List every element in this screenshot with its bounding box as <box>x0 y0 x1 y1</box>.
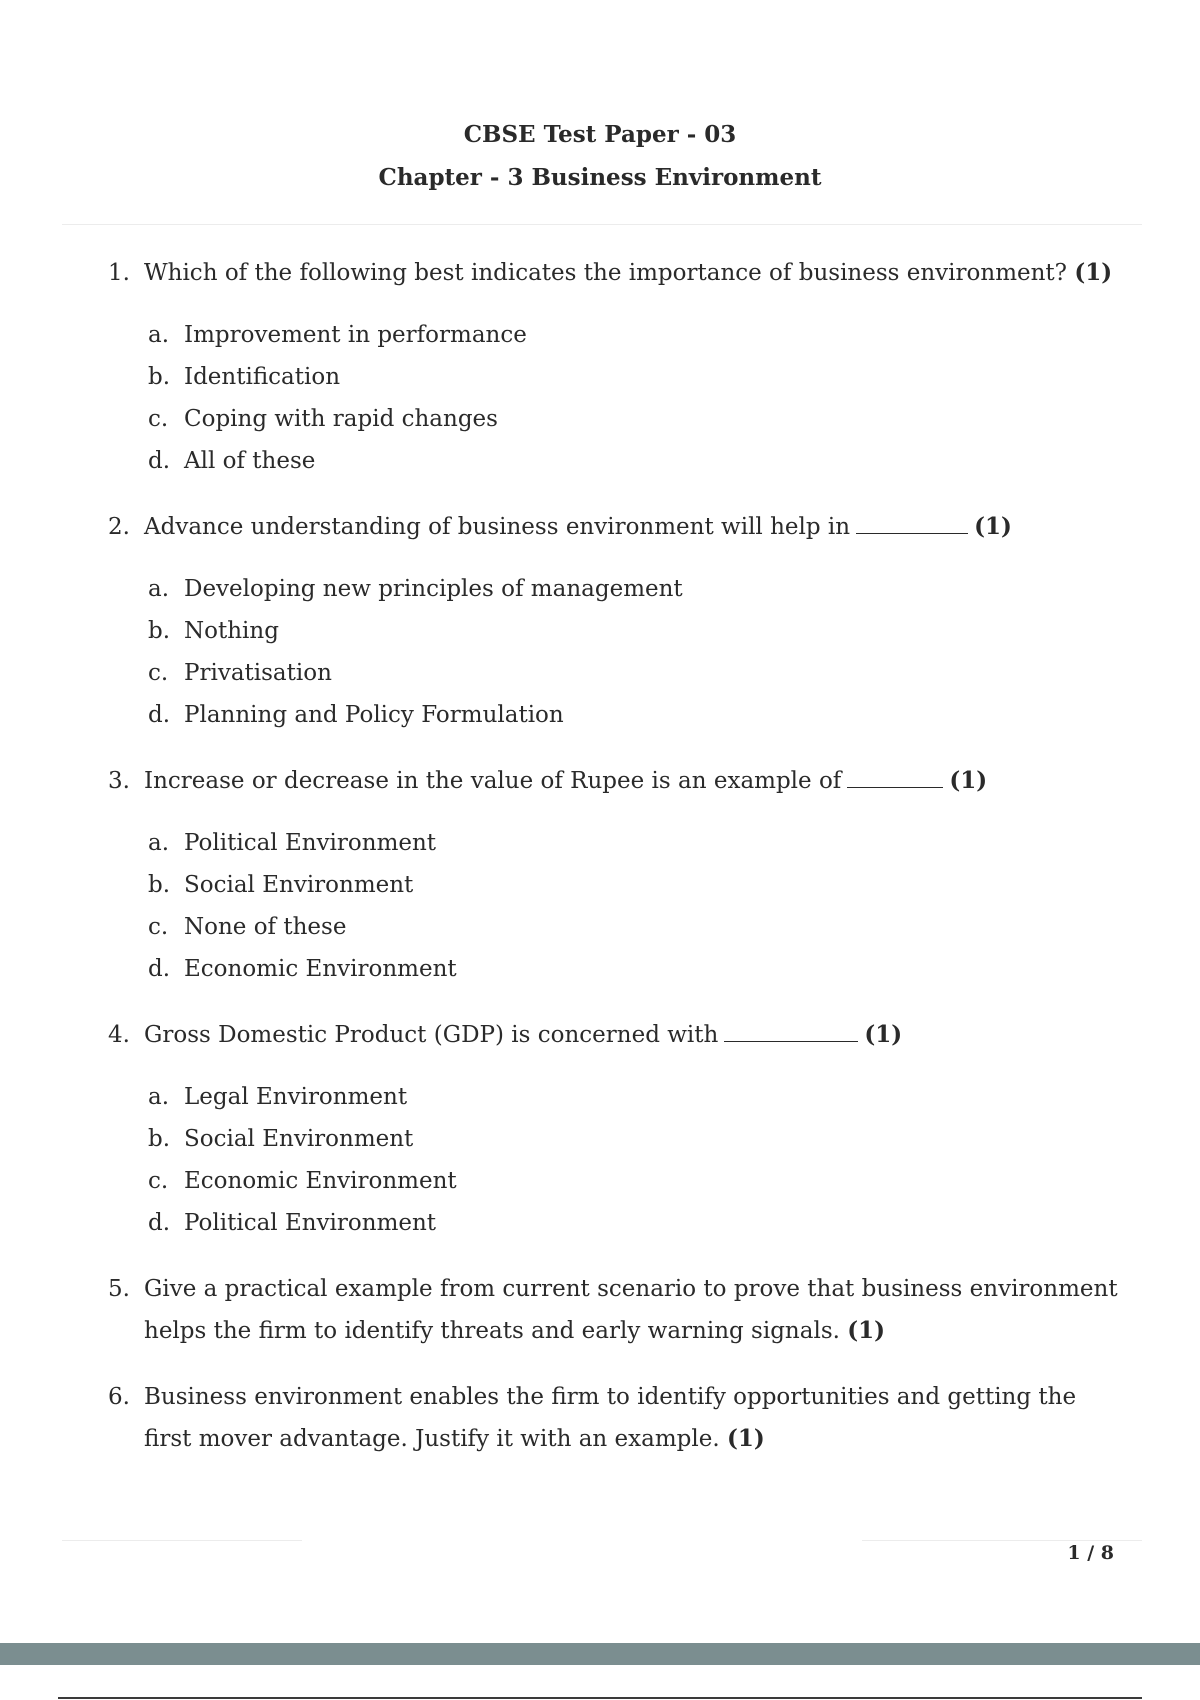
option-d <box>148 1202 1128 1244</box>
option-letter: b. <box>148 872 171 898</box>
option-letter: d. <box>148 702 171 728</box>
question-6 <box>108 1376 1128 1460</box>
option-text: Economic Environment <box>184 1168 457 1194</box>
answer-blank <box>847 761 943 788</box>
option-list <box>148 822 1128 990</box>
question-number: 5. <box>108 1276 130 1302</box>
option-b <box>148 864 1128 906</box>
question-marks: (1) <box>847 1317 886 1344</box>
option-text: Developing new principles of management <box>184 576 683 602</box>
answer-blank <box>724 1015 858 1042</box>
question-3 <box>108 760 1128 990</box>
question-text: Give a practical example from current scenario to prove that business environment helps the firm to identify threats and early warning signals. <box>144 1276 1118 1344</box>
question-5 <box>108 1268 1128 1352</box>
option-letter: c. <box>148 406 169 432</box>
question-2 <box>108 506 1128 736</box>
question-marks: (1) <box>949 767 988 794</box>
question-text: Which of the following best indicates the importance of business environment? <box>144 260 1067 286</box>
question-marks: (1) <box>1074 259 1113 286</box>
header-divider <box>62 224 1142 225</box>
option-letter: b. <box>148 1126 171 1152</box>
page-separator-band <box>0 1643 1200 1665</box>
answer-blank <box>856 507 968 534</box>
option-text: All of these <box>184 448 316 474</box>
option-a <box>148 1076 1128 1118</box>
question-number: 2. <box>108 514 130 540</box>
option-text: Improvement in performance <box>184 322 527 348</box>
option-a <box>148 568 1128 610</box>
option-letter: b. <box>148 364 171 390</box>
option-letter: a. <box>148 830 170 856</box>
option-text: Privatisation <box>184 660 332 686</box>
question-number: 4. <box>108 1022 130 1048</box>
chapter-subtitle: Chapter - 3 Business Environment <box>378 164 822 191</box>
option-a <box>148 314 1128 356</box>
footer-divider-left <box>62 1540 302 1541</box>
document-header <box>0 118 1200 195</box>
next-page-top-rule <box>58 1697 1142 1699</box>
option-letter: c. <box>148 914 169 940</box>
question-number: 1. <box>108 260 130 286</box>
question-number: 6. <box>108 1384 130 1410</box>
option-a <box>148 822 1128 864</box>
option-list <box>148 1076 1128 1244</box>
option-letter: a. <box>148 1084 170 1110</box>
option-c <box>148 652 1128 694</box>
question-marks: (1) <box>726 1425 765 1452</box>
question-marks: (1) <box>864 1021 903 1048</box>
option-c <box>148 398 1128 440</box>
page-title: CBSE Test Paper - 03 <box>463 121 737 148</box>
option-text: Social Environment <box>184 872 414 898</box>
option-text: Identification <box>184 364 341 390</box>
option-letter: a. <box>148 576 170 602</box>
option-letter: a. <box>148 322 170 348</box>
option-letter: b. <box>148 618 171 644</box>
option-d <box>148 694 1128 736</box>
option-text: Planning and Policy Formulation <box>184 702 564 728</box>
option-text: Political Environment <box>184 1210 437 1236</box>
question-text: Advance understanding of business environment will help in <box>144 514 851 540</box>
page-number: 1 / 8 <box>1067 1542 1114 1564</box>
question-number: 3. <box>108 768 130 794</box>
option-text: Coping with rapid changes <box>184 406 498 432</box>
question-marks: (1) <box>974 513 1012 540</box>
question-text: Gross Domestic Product (GDP) is concerned with <box>144 1022 719 1048</box>
option-list <box>148 568 1128 736</box>
option-b <box>148 1118 1128 1160</box>
option-d <box>148 948 1128 990</box>
option-letter: d. <box>148 956 171 982</box>
option-c <box>148 906 1128 948</box>
option-text: Legal Environment <box>184 1084 408 1110</box>
question-1 <box>108 252 1128 482</box>
option-text: Political Environment <box>184 830 437 856</box>
question-text: Business environment enables the firm to identify opportunities and getting the first mover advantage. Justify it with an example. <box>144 1384 1077 1452</box>
option-letter: c. <box>148 660 169 686</box>
option-c <box>148 1160 1128 1202</box>
option-letter: d. <box>148 1210 171 1236</box>
option-list <box>148 314 1128 482</box>
option-letter: c. <box>148 1168 169 1194</box>
option-text: Nothing <box>184 618 279 644</box>
option-b <box>148 610 1128 652</box>
option-letter: d. <box>148 448 171 474</box>
option-d <box>148 440 1128 482</box>
option-text: None of these <box>184 914 347 940</box>
option-b <box>148 356 1128 398</box>
option-text: Economic Environment <box>184 956 457 982</box>
question-4 <box>108 1014 1128 1244</box>
option-text: Social Environment <box>184 1126 414 1152</box>
question-list <box>108 252 1128 1484</box>
question-text: Increase or decrease in the value of Rupee is an example of <box>144 768 842 794</box>
